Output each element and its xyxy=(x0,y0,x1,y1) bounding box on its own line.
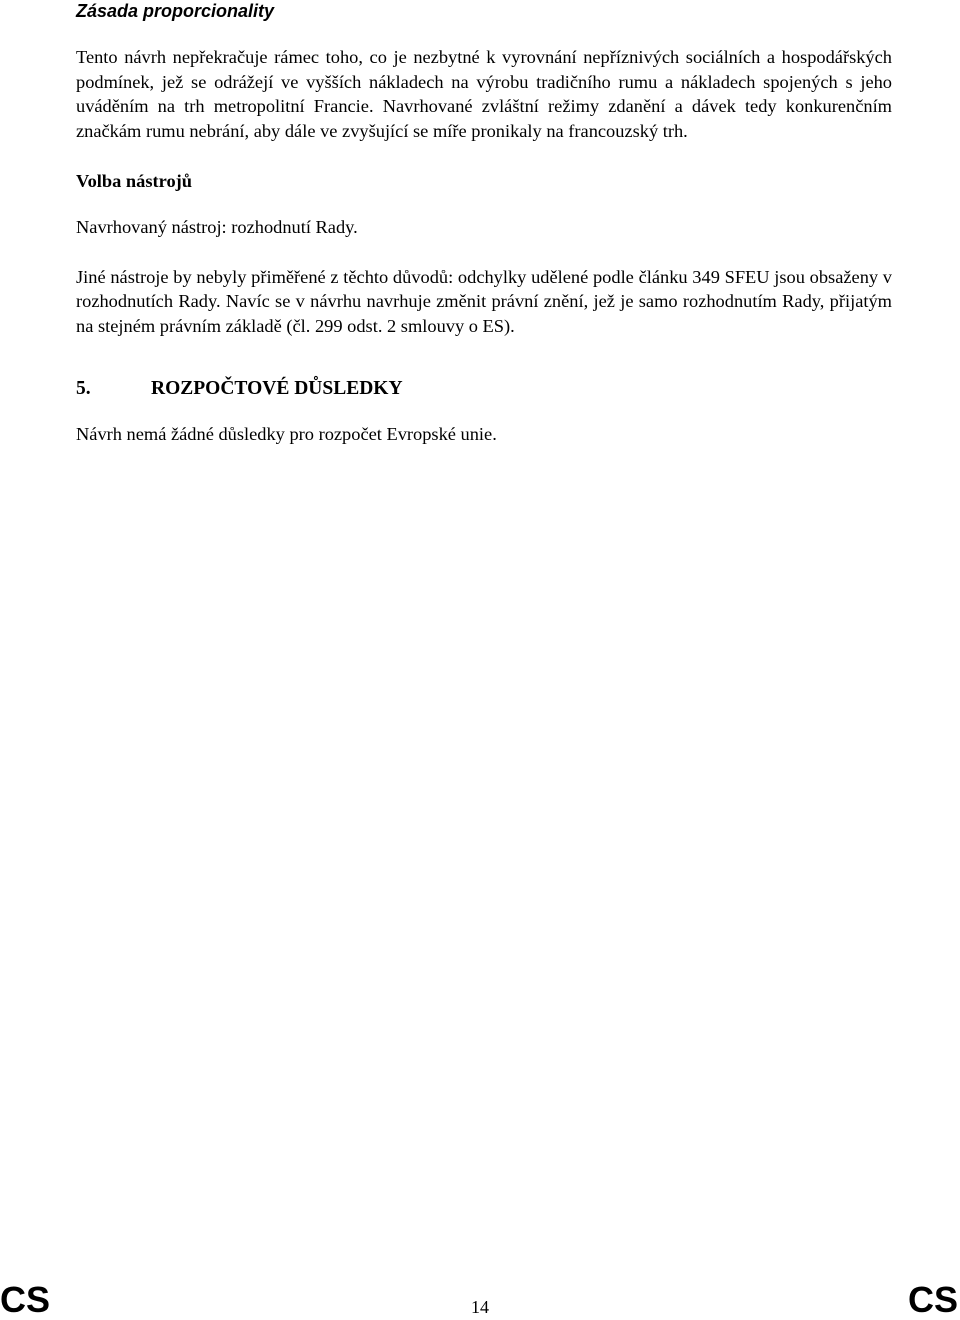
page-number: 14 xyxy=(471,1297,489,1317)
paragraph-proposed-instrument: Navrhovaný nástroj: rozhodnutí Rady. xyxy=(76,216,358,237)
section-heading-budget xyxy=(76,377,892,401)
paragraph-other-instruments: Jiné nástroje by nebyly přiměřené z těchto důvodů: odchylky udělené podle článku 349 SFEU jsou obsaženy v rozhodnutích Rady. Navíc se v návrhu navrhuje změnit právní znění, jež je samo rozhodnutím Rady, přijatým na stejném právním základě (čl. 299 odst. 2 smlouvy o ES). xyxy=(76,266,892,336)
section-number: 5. xyxy=(76,377,91,399)
section-title: ROZPOČTOVÉ DŮSLEDKY xyxy=(151,377,403,399)
paragraph-budget-implications: Návrh nemá žádné důsledky pro rozpočet Evropské unie. xyxy=(76,423,497,444)
footer-language-left: CS xyxy=(0,1279,51,1320)
paragraph-proportionality: Tento návrh nepřekračuje rámec toho, co je nezbytné k vyrovnání nepříznivých sociálních a hospodářských podmínek, jež se odrážejí ve vyšších nákladech na výrobu tradičního rumu a nákladech spojených s jeho uváděním na trh metropolitní Francie. Navrhované zvláštní režimy zdanění a dávek tedy konkurenčním značkám rumu nebrání, aby dále ve zvyšující se míře pronikaly na francouzský trh. xyxy=(76,47,892,142)
footer-language-right: CS xyxy=(907,1279,958,1320)
document-content xyxy=(76,0,892,446)
subheading-choice-of-instruments: Volba nástrojů xyxy=(76,170,193,191)
section-heading-proportionality: Zásada proporcionality xyxy=(76,1,275,21)
